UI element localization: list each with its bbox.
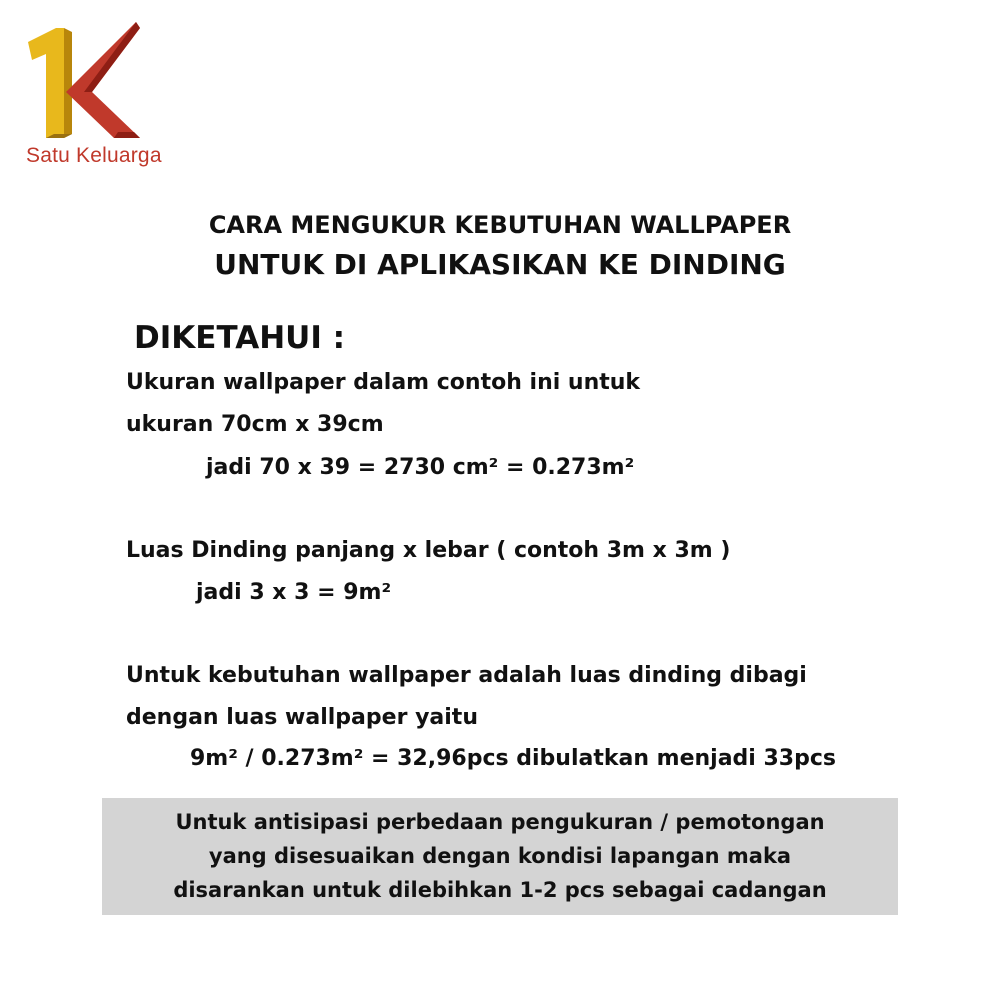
- note-box: [102, 798, 898, 915]
- wallpaper-size-line2: ukuran 70cm x 39cm: [126, 412, 384, 437]
- page-title-line2: UNTUK DI APLIKASIKAN KE DINDING: [214, 248, 786, 281]
- brand-logo: [22, 20, 182, 180]
- wallpaper-size-calc: jadi 70 x 39 = 2730 cm² = 0.273m²: [206, 455, 635, 480]
- brand-name: Satu Keluarga: [26, 144, 162, 167]
- requirement-line2: dengan luas wallpaper yaitu: [126, 705, 478, 730]
- wall-area-calc: jadi 3 x 3 = 9m²: [196, 580, 392, 605]
- wall-area-line1: Luas Dinding panjang x lebar ( contoh 3m x 3m ): [126, 538, 731, 563]
- note-line1: Untuk antisipasi perbedaan pengukuran / pemotongan: [175, 810, 825, 834]
- note-line3: disarankan untuk dilebihkan 1-2 pcs sebagai cadangan: [173, 878, 827, 902]
- requirement-line1: Untuk kebutuhan wallpaper adalah luas dinding dibagi: [126, 663, 807, 688]
- requirement-calc: 9m² / 0.273m² = 32,96pcs dibulatkan menjadi 33pcs: [190, 746, 836, 771]
- wallpaper-size-line1: Ukuran wallpaper dalam contoh ini untuk: [126, 370, 641, 395]
- note-line2: yang disesuaikan dengan kondisi lapangan maka: [208, 844, 792, 868]
- known-label: DIKETAHUI :: [134, 320, 346, 356]
- page-title-line1: CARA MENGUKUR KEBUTUHAN WALLPAPER: [208, 211, 792, 239]
- logo-mark-icon: [22, 20, 182, 140]
